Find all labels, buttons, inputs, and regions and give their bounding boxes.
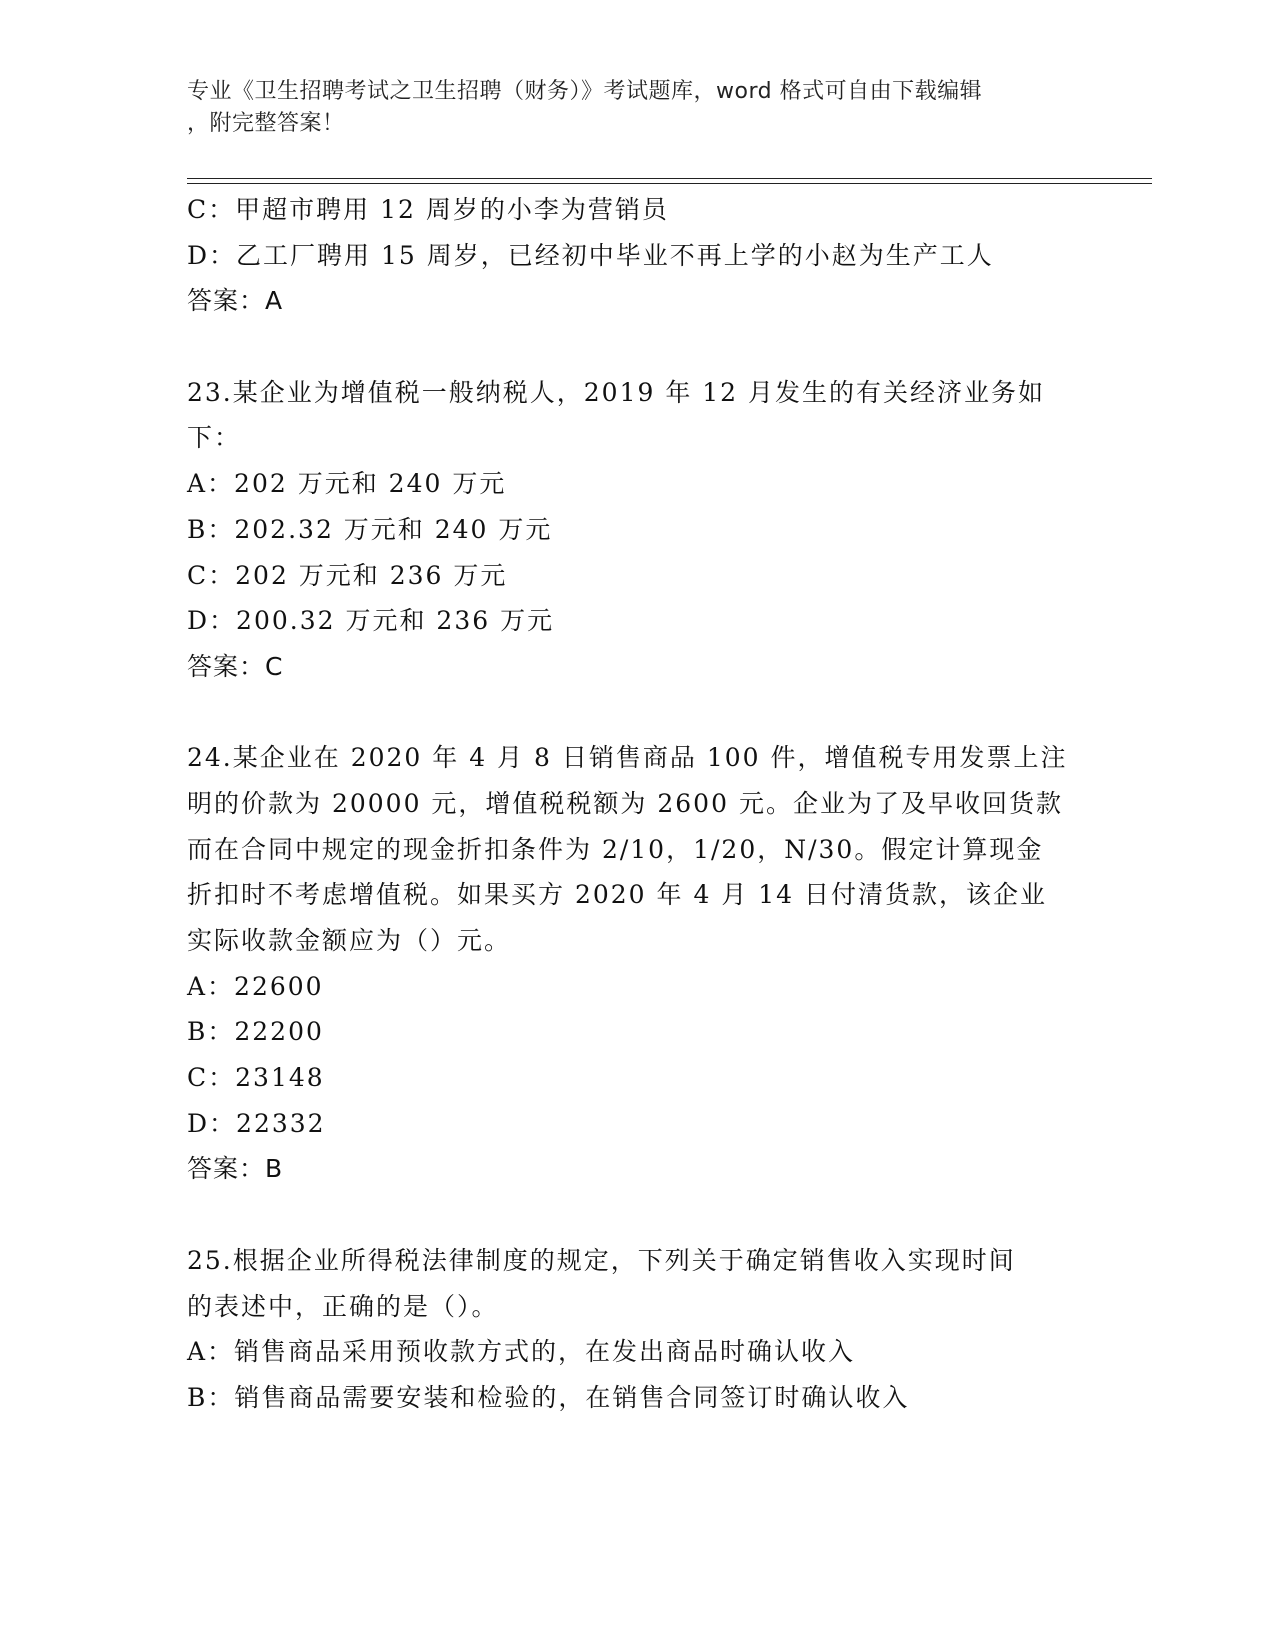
spacer <box>187 690 1147 736</box>
header-line-1: 专业《卫生招聘考试之卫生招聘（财务）》考试题库，word 格式可自由下载编辑 <box>187 79 983 104</box>
question-24 <box>187 735 1147 1192</box>
answer: 答案：B <box>187 1154 284 1184</box>
option-b: B：销售商品需要安装和检验的，在销售合同签订时确认收入 <box>187 1382 910 1412</box>
question-stem: 24.某企业在 2020 年 4 月 8 日销售商品 100 件，增值税专用发票上注 <box>187 743 1068 773</box>
header-line-2: ，附完整答案！ <box>187 111 345 136</box>
spacer <box>187 1192 1147 1238</box>
question-22 <box>187 187 1147 324</box>
option-d: D：200.32 万元和 236 万元 <box>187 606 555 636</box>
question-stem: 下： <box>187 423 242 453</box>
option-c: C：202 万元和 236 万元 <box>187 560 508 590</box>
question-stem: 25.根据企业所得税法律制度的规定，下列关于确定销售收入实现时间 <box>187 1245 1016 1275</box>
question-content <box>187 187 1147 1421</box>
header-divider-top <box>187 178 1152 179</box>
header-divider-bottom <box>187 183 1152 184</box>
option-a: A：22600 <box>187 971 324 1001</box>
question-stem: 明的价款为 20000 元，增值税税额为 2600 元。企业为了及早收回货款 <box>187 788 1063 818</box>
option-b: B：22200 <box>187 1017 324 1047</box>
option-a: A：销售商品采用预收款方式的，在发出商品时确认收入 <box>187 1337 856 1367</box>
question-stem: 23.某企业为增值税一般纳税人，2019 年 12 月发生的有关经济业务如 <box>187 377 1046 407</box>
option-c: C：甲超市聘用 12 周岁的小李为营销员 <box>187 195 669 224</box>
answer: 答案：C <box>187 651 284 681</box>
question-stem: 而在合同中规定的现金折扣条件为 2/10，1/20，N/30。假定计算现金 <box>187 834 1044 864</box>
option-c: C：23148 <box>187 1063 325 1093</box>
question-23 <box>187 370 1147 690</box>
spacer <box>187 324 1147 370</box>
answer: 答案：A <box>187 286 284 316</box>
option-d: D：乙工厂聘用 15 周岁，已经初中毕业不再上学的小赵为生产工人 <box>187 240 994 270</box>
question-stem: 折扣时不考虑增值税。如果买方 2020 年 4 月 14 日付清货款，该企业 <box>187 880 1048 910</box>
question-stem: 的表述中，正确的是（）。 <box>187 1291 499 1321</box>
option-a: A：202 万元和 240 万元 <box>187 469 507 499</box>
option-b: B：202.32 万元和 240 万元 <box>187 514 553 544</box>
question-stem: 实际收款金额应为（）元。 <box>187 926 512 955</box>
document-header <box>187 76 1067 140</box>
option-d: D：22332 <box>187 1108 326 1138</box>
question-25 <box>187 1238 1147 1421</box>
